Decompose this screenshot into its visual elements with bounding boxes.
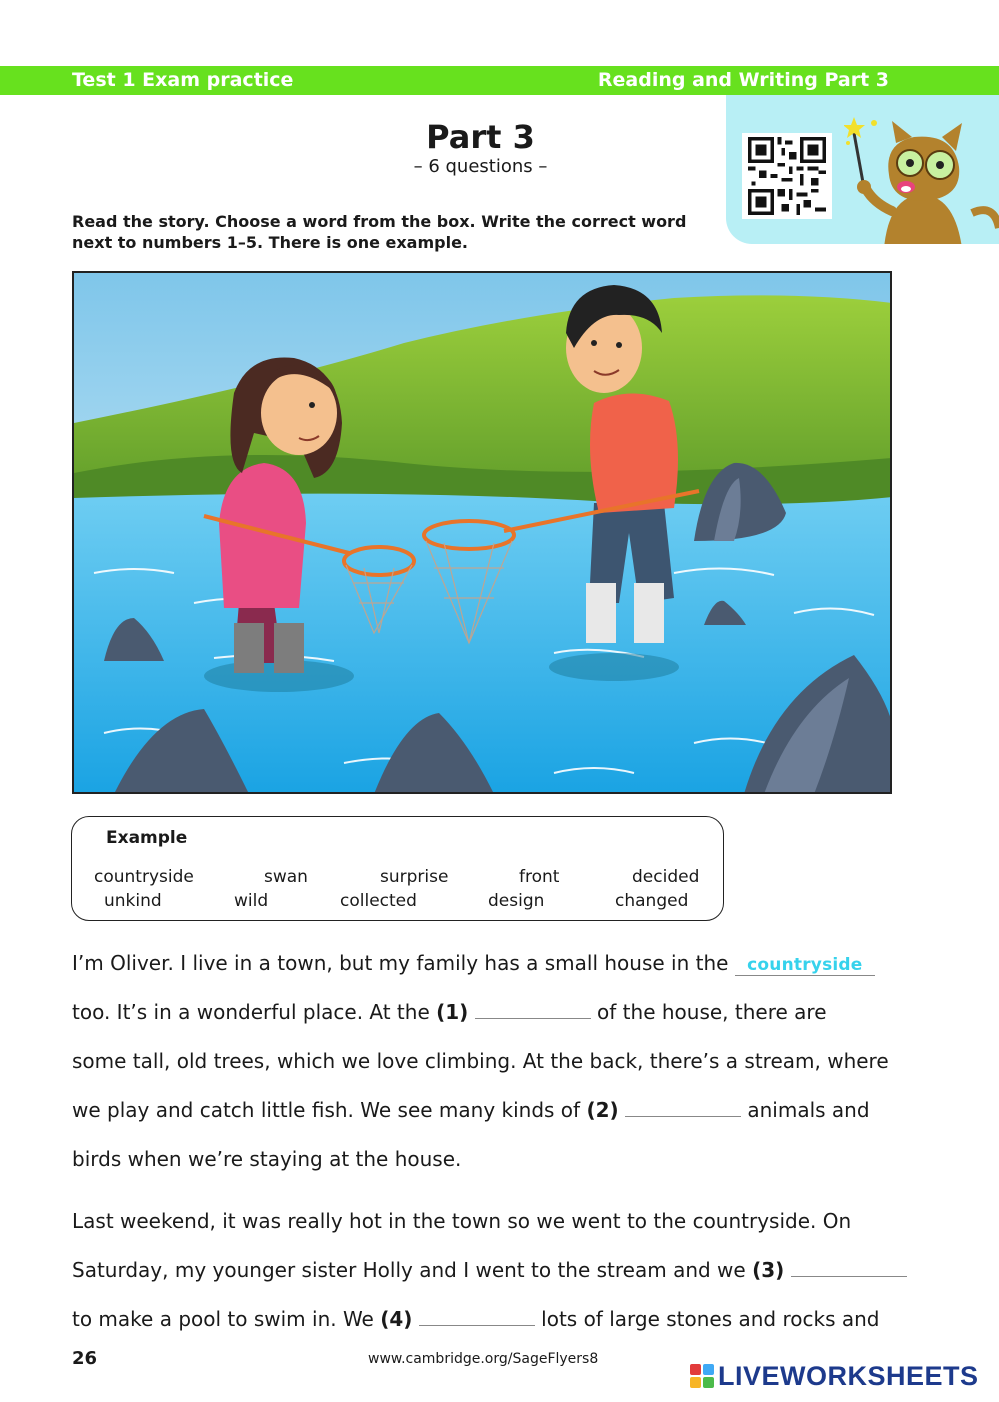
story-line xyxy=(72,1147,461,1171)
answer-blank-2[interactable] xyxy=(625,1099,741,1117)
example-answer: countryside xyxy=(735,955,875,976)
story-line xyxy=(72,1000,827,1024)
story-text: animals and xyxy=(747,1098,870,1122)
story-text: lots of large stones and rocks and xyxy=(541,1307,880,1331)
stream-scene-illustration xyxy=(74,273,892,794)
story-text: we play and catch little fish. We see many kinds of xyxy=(72,1098,581,1122)
word-option[interactable]: changed xyxy=(615,891,689,911)
part-title: Part 3 xyxy=(426,118,535,156)
word-option[interactable]: wild xyxy=(234,891,269,911)
instructions: Read the story. Choose a word from the box. Write the correct word next to numbers 1–5. There is one example. xyxy=(72,212,687,252)
liveworksheets-logo[interactable] xyxy=(690,1360,979,1392)
story-text: I’m Oliver. I live in a town, but my family has a small house in the xyxy=(72,951,729,975)
liveworksheets-text: LIVEWORKSHEETS xyxy=(718,1360,979,1391)
word-option[interactable]: design xyxy=(488,891,545,911)
answer-blank-3[interactable] xyxy=(791,1259,907,1277)
question-number: (1) xyxy=(436,1000,469,1024)
question-number: (3) xyxy=(752,1258,785,1282)
story-text: some tall, old trees, which we love climbing. At the back, there’s a stream, where xyxy=(72,1049,889,1073)
story-text: to make a pool to swim in. We xyxy=(72,1307,374,1331)
word-option[interactable]: front xyxy=(519,867,560,887)
liveworksheets-icon xyxy=(690,1364,714,1388)
word-option[interactable]: collected xyxy=(340,891,417,911)
word-option[interactable]: surprise xyxy=(380,867,449,887)
page-number: 26 xyxy=(72,1348,98,1369)
example-label: Example xyxy=(106,828,188,848)
story-line xyxy=(72,951,875,976)
header-bar xyxy=(0,66,999,95)
header-part-title: Reading and Writing Part 3 xyxy=(597,69,889,91)
answer-blank-4[interactable] xyxy=(419,1308,535,1326)
word-box xyxy=(71,816,724,921)
story-line xyxy=(72,1049,889,1073)
story-line xyxy=(72,1258,907,1282)
story-text: Last weekend, it was really hot in the town so we went to the countryside. On xyxy=(72,1209,852,1233)
part-subtitle: – 6 questions – xyxy=(413,156,548,177)
word-option[interactable]: unkind xyxy=(104,891,162,911)
story-line xyxy=(72,1307,880,1331)
story-text: birds when we’re staying at the house. xyxy=(72,1147,462,1171)
word-option[interactable]: countryside xyxy=(94,867,194,887)
answer-blank-1[interactable] xyxy=(475,1001,591,1019)
header-section-title: Test 1 Exam practice xyxy=(72,69,294,91)
question-number: (2) xyxy=(586,1098,619,1122)
word-option[interactable]: decided xyxy=(632,867,700,887)
question-number: (4) xyxy=(380,1307,413,1331)
story-illustration xyxy=(72,271,892,794)
story-line xyxy=(72,1209,851,1233)
footer-url[interactable]: www.cambridge.org/SageFlyers8 xyxy=(368,1351,599,1367)
word-option[interactable]: swan xyxy=(264,867,308,887)
story-text: too. It’s in a wonderful place. At the xyxy=(72,1000,430,1024)
story-text: of the house, there are xyxy=(597,1000,827,1024)
story-line xyxy=(72,1098,870,1122)
story-text: Saturday, my younger sister Holly and I went to the stream and we xyxy=(72,1258,746,1282)
